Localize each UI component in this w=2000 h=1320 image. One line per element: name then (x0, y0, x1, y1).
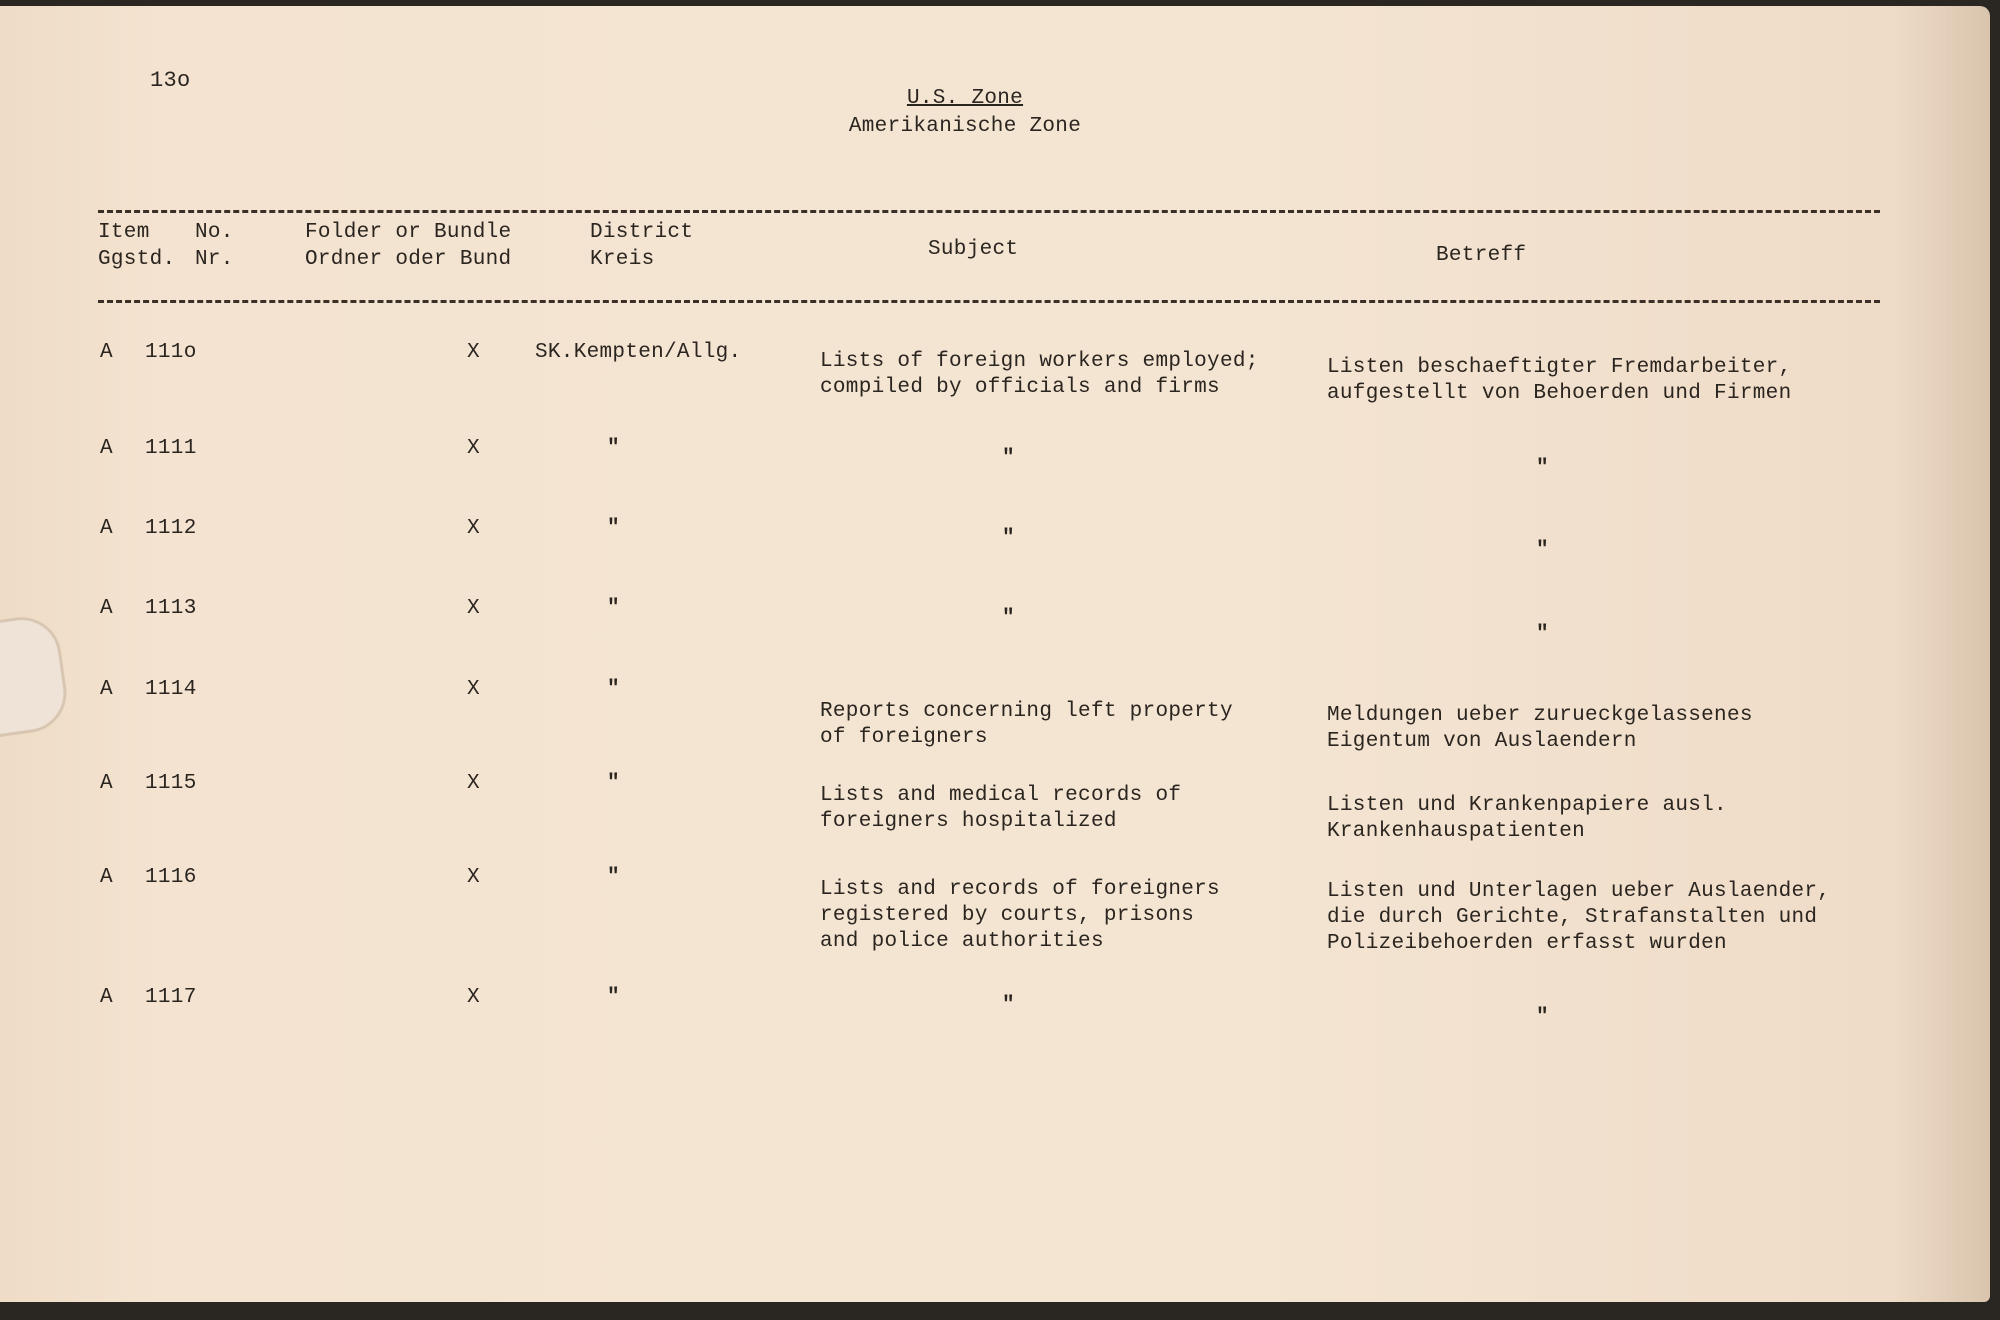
cell-betreff: " (1536, 623, 1549, 646)
header-district-en: District (590, 221, 694, 244)
cell-no: 1116 (145, 866, 197, 889)
header-no-en: No. (195, 221, 234, 244)
cell-subject: " (1002, 607, 1015, 630)
cell-item: A (100, 437, 113, 460)
cell-folder: X (467, 678, 480, 701)
header-district-de: Kreis (590, 248, 655, 271)
cell-no: 1114 (145, 678, 197, 701)
document-page (0, 6, 1990, 1302)
cell-betreff: Listen beschaeftigter Fremdarbeiter, aufgestellt von Behoerden und Firmen (1327, 356, 1792, 405)
cell-betreff: " (1536, 457, 1549, 480)
header-betreff: Betreff (1436, 244, 1527, 267)
cell-no: 1112 (145, 517, 197, 540)
header-bottom-rule (98, 300, 1880, 303)
cell-betreff: Meldungen ueber zurueckgelassenes Eigentum von Auslaendern (1327, 704, 1753, 753)
cell-subject: Lists of foreign workers employed; compiled by officials and firms (820, 350, 1259, 399)
header-folder-en: Folder or Bundle (305, 221, 512, 244)
cell-subject: " (1002, 447, 1015, 470)
cell-folder: X (467, 517, 480, 540)
binder-tab (0, 612, 72, 740)
cell-district: " (607, 678, 620, 701)
cell-subject: " (1002, 527, 1015, 550)
cell-item: A (100, 517, 113, 540)
cell-no: 1113 (145, 597, 197, 620)
cell-folder: X (467, 986, 480, 1009)
cell-district: " (607, 772, 620, 795)
cell-subject: Reports concerning left property of foreigners (820, 700, 1233, 749)
cell-no: 1111 (145, 437, 197, 460)
header-item-de: Ggstd. (98, 248, 176, 271)
cell-item: A (100, 866, 113, 889)
page-number: 13o (150, 68, 191, 93)
cell-item: A (100, 772, 113, 795)
cell-subject: Lists and records of foreigners registered by courts, prisons and police authorities (820, 878, 1220, 953)
header-item-en: Item (98, 221, 150, 244)
cell-district: " (607, 866, 620, 889)
cell-subject: Lists and medical records of foreigners hospitalized (820, 784, 1182, 833)
cell-folder: X (467, 597, 480, 620)
page-title (0, 86, 1930, 112)
page-subtitle: Amerikanische Zone (848, 115, 1082, 138)
header-subject: Subject (928, 238, 1019, 261)
cell-district: " (607, 517, 620, 540)
header-top-rule (98, 210, 1880, 213)
cell-no: 111o (145, 341, 197, 364)
cell-betreff: Listen und Unterlagen ueber Auslaender, die durch Gerichte, Strafanstalten und Polizeibehoerden erfasst wurden (1327, 880, 1831, 955)
cell-folder: X (467, 772, 480, 795)
cell-district: SK.Kempten/Allg. (535, 341, 742, 364)
header-folder-de: Ordner oder Bund (305, 248, 512, 271)
cell-folder: X (467, 866, 480, 889)
header-no-de: Nr. (195, 248, 234, 271)
cell-betreff: " (1536, 1006, 1549, 1029)
cell-folder: X (467, 341, 480, 364)
cell-betreff: Listen und Krankenpapiere ausl. Krankenhauspatienten (1327, 794, 1727, 843)
cell-item: A (100, 597, 113, 620)
cell-folder: X (467, 437, 480, 460)
title-text: U.S. Zone (906, 87, 1024, 110)
cell-subject: " (1002, 994, 1015, 1017)
cell-district: " (607, 597, 620, 620)
cell-item: A (100, 986, 113, 1009)
cell-district: " (607, 437, 620, 460)
cell-item: A (100, 341, 113, 364)
cell-item: A (100, 678, 113, 701)
cell-no: 1115 (145, 772, 197, 795)
cell-no: 1117 (145, 986, 197, 1009)
cell-district: " (607, 986, 620, 1009)
cell-betreff: " (1536, 539, 1549, 562)
